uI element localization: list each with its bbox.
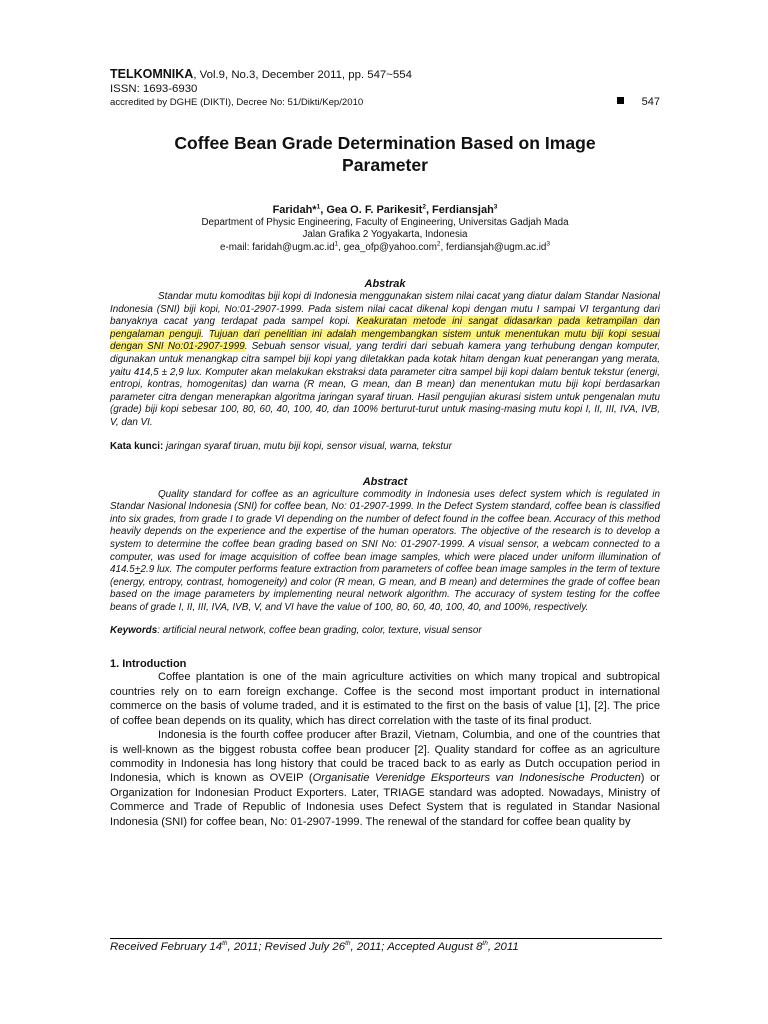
square-bullet-icon [617,97,624,104]
author-list: Faridah*$^1$, Gea O. F. Parikesit$^2$, Ferdiansjah$^3$ [272,202,498,216]
abstract-heading: Abstract [362,475,408,488]
paragraph: Indonesia is the fourth coffee producer after Brazil, Vietnam, Columbia, and one of the countries that is well-known as the biggest robusta coffee bean producer [2]. Quality standard for coffee as an agriculture commodity in Indonesia has long history that could be traced back to as early as Dutch occupation period in Indonesia, which is known as OVEIP (Organisatie Verenidge Eksporteurs van Indonesische Producten) or Organization for Indonesian Product Exporters. Later, TRIAGE standard was adopted. Nowadays, Ministry of Commerce and Trade of Republic of Indonesia uses Defect System that is regulated in Standar Nasional Indonesia (SNI) for coffee bean, No: 01-2907-1999. The renewal of the standard for coffee bean quality by [110,729,660,828]
journal-issue: , Vol.9, No.3, December 2011, pp. 547~554 [193,69,412,81]
abstract-text: Quality standard for coffee as an agriculture commodity in Indonesia uses defect system which is regulated in Standar Nasional Indonesia (SNI) for coffee bean, No: 01-2907-1999. In the Defect System standard, coffee bean is classified into six grades, from grade I to grade VI depending on the number of defect found in the coffee bean. Accuracy of this method heavily depends on the experience and the expertise of the human operators. The objective of the research is to develop a system to determine the coffee bean grading based on SNI No: 01-2907-1999. A visual sensor, a webcam connected to a computer, was used for image acquisition of coffee bean image samples, which were placed under uniform illumination of 414.5+2.9 lux. The computer performs feature extraction from parameters of coffee bean image samples in the term of texture (energy, entropy, contrast, homogeneity) and color (R mean, G mean, and B mean) and determines the grade of coffee bean based on the image parameters by implementing neural network algorithm. The accuracy of system testing for the coffee beans of grade I, II, III, IVA, IVB, V, and VI have the value of 100, 80, 60, 40, 100, 40, and 100%, respectively. [110,488,660,613]
paper-page [110,68,660,829]
paragraph: Coffee plantation is one of the main agriculture activities on which many tropical and subtropical countries rely on to earn foreign exchange. Coffee is the second most important product in international commerce on the basis of volume traded, and it is estimated to the first on the basis of value [1], [2]. The price of coffee bean depends on its quality, which has direct correlation with the taste of its final product. [110,671,660,727]
highlight-1: Keakuratan metode ini sangat didasarkan pada ketrampilan dan pengalaman penguji [110,316,660,340]
highlight-2: Tujuan dari penelitian ini adalah mengembangkan sistem untuk menentukan mutu biji kopi sesuai dengan SNI No:01-2907-1999 [110,328,660,353]
abstrak-text: Standar mutu komoditas biji kopi di Indonesia menggunakan sistem nilai cacat yang diatur dalam Standar Nasional Indonesia (SNI) biji kopi, No:01-2907-1999. Pada sistem nilai cacat dikenal kopi dengan mutu I sampai VI tergantung dari banyaknya cacat yang terdapat pada sampel kopi. Keakuratan metode ini sangat didasarkan pada ketrampilan dan pengalaman penguji. Tujuan dari penelitian ini adalah mengembangkan sistem untuk menentukan mutu biji kopi sesuai dengan SNI No:01-2907-1999. Sebuah sensor visual, yang terdiri dari sebuah kamera yang terhubung dengan komputer, digunakan untuk menangkap citra sampel biji kopi yang diletakkan pada kotak hitam dengan kuat penerangan yang merata, yaitu 414,5 ± 2,9 lux. Komputer akan melakukan ekstraksi data parameter citra sampel biji kopi dalam bentuk tekstur (energi, entropi, kontras, homogenitas) dan warna (R mean, G mean, dan B mean) dan menentukan mutu biji kopi berdasarkan parameter citra dengan menerapkan algoritma jaringan syaraf tiruan. Hasil pengujian akurasi sistem untuk pengenalan mutu (grade) biji kopi sebesar 100, 80, 60, 40, 100, 40, dan 100% berturut-turut untuk masing-masing mutu kopi I, II, III, IVA, IVB, V, dan VI. [110,291,660,428]
abstrak-heading: Abstrak [364,278,406,290]
address: Jalan Grafika 2 Yogyakarta, Indonesia [302,229,468,240]
received-footer: Received February 14th, 2011; Revised July 26th, 2011; Accepted August 8th, 2011 [110,938,662,953]
emails: e-mail: $faridah@ugm.ac.id^1$, gea_ofp@yahoo.com$^2$, $ferdiansjah@ugm.ac.id^3$ [220,240,550,253]
page-number: 547 [641,96,660,108]
section-heading-introduction: 1. Introduction [110,658,187,671]
page-number-block [617,96,660,110]
issn: ISSN: 1693-6930 [110,82,198,95]
introduction-body [110,670,660,828]
kata-kunci: Kata kunci: jaringan syaraf tiruan, mutu biji kopi, sensor visual, warna, tekstur [110,440,452,452]
paper-title: Coffee Bean Grade Determination Based on Image Parameter [174,132,596,175]
department: Department of Physic Engineering, Faculty of Engineering, Universitas Gadjah Mada [201,216,569,228]
journal-header [110,68,660,110]
accreditation: accredited by DGHE (DIKTI), Decree No: 51/Dikti/Kep/2010 [110,97,364,108]
affiliation [110,217,660,255]
keywords: Keywords: artificial neural network, coffee bean grading, color, texture, visual sensor [110,625,482,637]
journal-name: TELKOMNIKA [110,67,194,81]
